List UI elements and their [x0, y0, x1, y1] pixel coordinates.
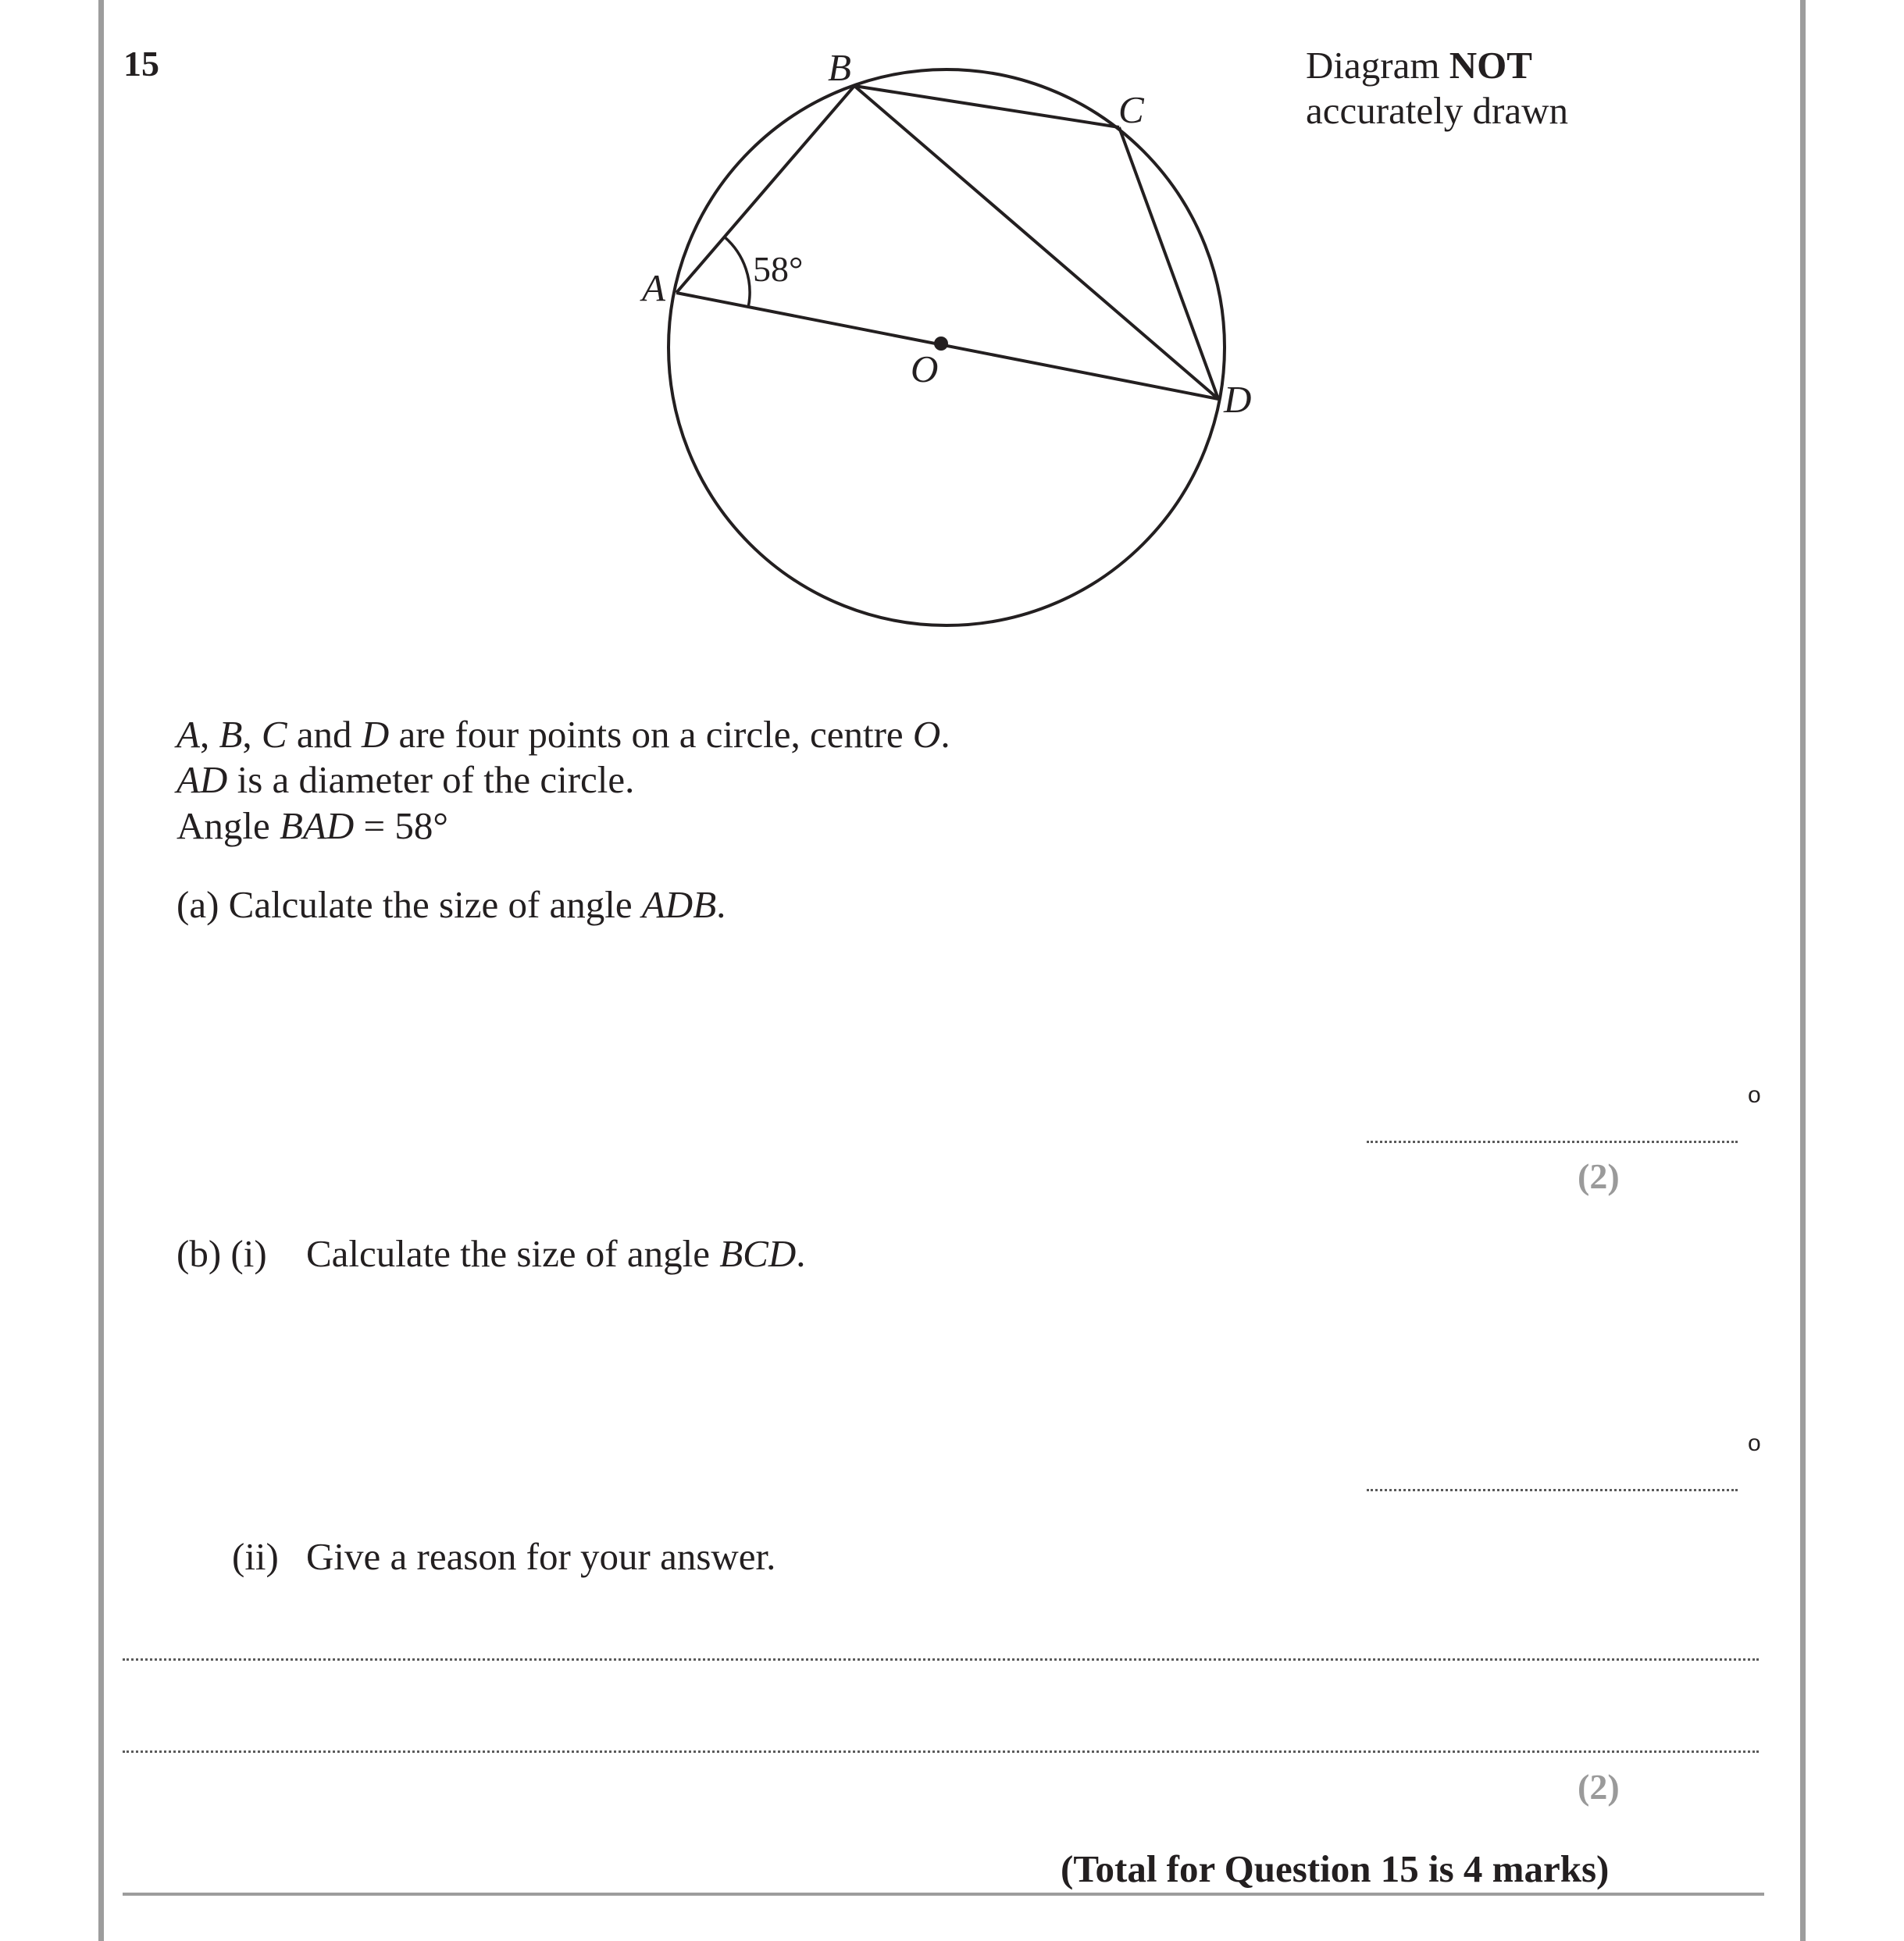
part-a-question — [176, 882, 726, 927]
part-b-i-degree-symbol: o — [1748, 1430, 1761, 1456]
chord-bd — [854, 86, 1218, 399]
part-b-ii-question — [232, 1534, 776, 1579]
angle-adb-name: ADB — [641, 883, 717, 926]
point-c: C — [261, 713, 287, 756]
diameter-ad-name: AD — [176, 758, 228, 801]
full-stop: . — [716, 883, 726, 926]
reason-answer-line-2[interactable] — [123, 1750, 1759, 1753]
question-number: 15 — [123, 44, 159, 84]
part-b-i-label: (b) (i) — [176, 1232, 267, 1275]
part-a-text: (a) Calculate the size of angle — [176, 883, 642, 926]
statement-line-2 — [176, 757, 634, 802]
label-a: A — [642, 266, 665, 309]
part-a-answer-line[interactable] — [1367, 1141, 1738, 1143]
statement-text: is a diameter of the circle. — [227, 758, 635, 801]
part-b-ii-text: Give a reason for your answer. — [306, 1535, 776, 1578]
part-b-i-question — [176, 1231, 806, 1276]
question-total: (Total for Question 15 is 4 marks) — [1061, 1847, 1610, 1890]
label-o: O — [911, 347, 939, 390]
statement-text: are four points on a circle, centre — [389, 713, 913, 756]
label-d: D — [1224, 378, 1252, 421]
label-b: B — [828, 46, 851, 89]
statement-value: = 58° — [354, 804, 448, 847]
separator: , — [199, 713, 219, 756]
statement-line-3 — [176, 803, 448, 848]
full-stop: . — [796, 1232, 806, 1275]
diagram-note-line2: accurately drawn — [1306, 89, 1568, 132]
angle-bcd-name: BCD — [719, 1232, 797, 1275]
angle-label: 58° — [753, 249, 804, 289]
label-c: C — [1118, 88, 1144, 131]
full-stop: . — [940, 713, 950, 756]
diagram-note-bold: NOT — [1449, 44, 1532, 87]
angle-bad-name: BAD — [280, 804, 355, 847]
part-b-i-prefix: Calculate the size of angle — [306, 1232, 720, 1275]
part-a-degree-symbol: o — [1748, 1082, 1761, 1108]
angle-arc — [725, 237, 750, 307]
statement-line-1 — [176, 712, 950, 757]
separator: , — [242, 713, 262, 756]
point-b: B — [219, 713, 243, 756]
point-a: A — [176, 713, 200, 756]
part-b-i-answer-line[interactable] — [1367, 1489, 1738, 1491]
point-d: D — [361, 713, 390, 756]
part-b-i-text — [306, 1231, 806, 1276]
part-b-ii-label: (ii) — [232, 1535, 279, 1578]
statement-text: Angle — [176, 804, 280, 847]
bottom-rule — [123, 1893, 1764, 1896]
part-a-marks: (2) — [1578, 1156, 1620, 1196]
conjunction: and — [287, 713, 362, 756]
diagram-note-text: Diagram — [1306, 44, 1440, 87]
part-b-marks: (2) — [1578, 1767, 1620, 1807]
centre-o: O — [912, 713, 941, 756]
reason-answer-line-1[interactable] — [123, 1658, 1759, 1661]
